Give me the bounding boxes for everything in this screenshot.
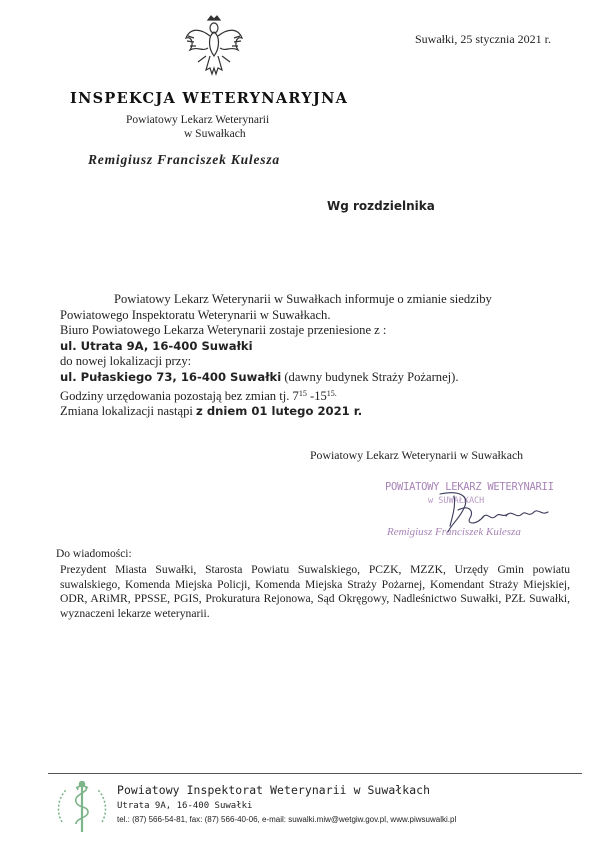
footer-address: Utrata 9A, 16-400 Suwałki <box>117 801 253 811</box>
office-name-line2: w Suwałkach <box>184 128 246 140</box>
body-line-1: Powiatowy Lekarz Weterynarii w Suwałkach informuje o zmianie siedziby <box>114 292 492 306</box>
change-date: z dniem 01 lutego 2021 r. <box>196 404 363 419</box>
office-hours: Godziny urzędowania pozostają bez zmian tj. $7^{15}$ $-15^{15.}$ <box>60 388 337 403</box>
change-date-line: Zmiana lokalizacji nastąpi z dniem 01 lutego 2021 r. <box>60 404 363 419</box>
footer-contact: tel.: (87) 566-54-81, fax: (87) 566-40-06, e-mail: suwalki.miw@wetgiw.gov.pl, www.piwsuwalki.pl <box>117 815 457 824</box>
veterinary-caduceus-logo-icon <box>52 778 112 838</box>
signatory-title: Powiatowy Lekarz Weterynarii w Suwałkach <box>310 448 524 462</box>
footer-office-name: Powiatowy Inspektorat Weterynarii w Suwałkach <box>117 783 431 797</box>
document-date: Suwałki, 25 stycznia 2021 r. <box>415 32 551 46</box>
body-line-2: Powiatowego Inspektoratu Weterynarii w Suwałkach. <box>60 307 331 322</box>
distribution-label: Do wiadomości: <box>56 548 132 560</box>
new-address: ul. Pułaskiego 73, 16-400 Suwałki <box>60 369 282 384</box>
stamp-location: w SUWAŁKACH <box>428 496 485 506</box>
institution-title: INSPEKCJA WETERYNARYJNA <box>70 90 349 107</box>
handwritten-signature-icon <box>430 488 560 536</box>
distribution-recipients: Prezydent Miasta Suwałki, Starosta Powiatu Suwalskiego, PCZK, MZZK, Urzędy Gmin powiatu suwalskiego, Komenda Miejska Policji, Komenda Miejska Straży Pożarnej, Komendant Straży Miejskiej, ODR, ARiMR, PPSSE, PGIS, Prokuratura Rejonowa, Sąd Okręgowy, Nadleśnictwo Suwałki, PZŁ Suwałki, wyznaczeni lekarze weterynarii. <box>60 563 570 621</box>
new-address-line <box>60 370 570 386</box>
body-line-3: Biuro Powiatowego Lekarza Weterynarii zostaje przeniesione z : <box>60 323 387 338</box>
footer-divider <box>48 773 582 774</box>
new-address-note: (dawny budynek Straży Pożarnej). <box>284 369 459 384</box>
old-address: ul. Utrata 9A, 16-400 Suwałki <box>60 338 253 353</box>
stamp-title: POWIATOWY LEKARZ WETERYNARII <box>385 481 554 493</box>
polish-eagle-emblem-icon <box>184 14 244 78</box>
stamp-name: Remigiusz Franciszek Kulesza <box>387 526 521 538</box>
officer-name: Remigiusz Franciszek Kulesza <box>88 152 280 167</box>
office-name-line1: Powiatowy Lekarz Weterynarii <box>126 114 270 126</box>
addressee: Wg rozdzielnika <box>327 199 435 213</box>
letter-body <box>60 292 570 420</box>
body-line-5: do nowej lokalizacji przy: <box>60 354 192 369</box>
